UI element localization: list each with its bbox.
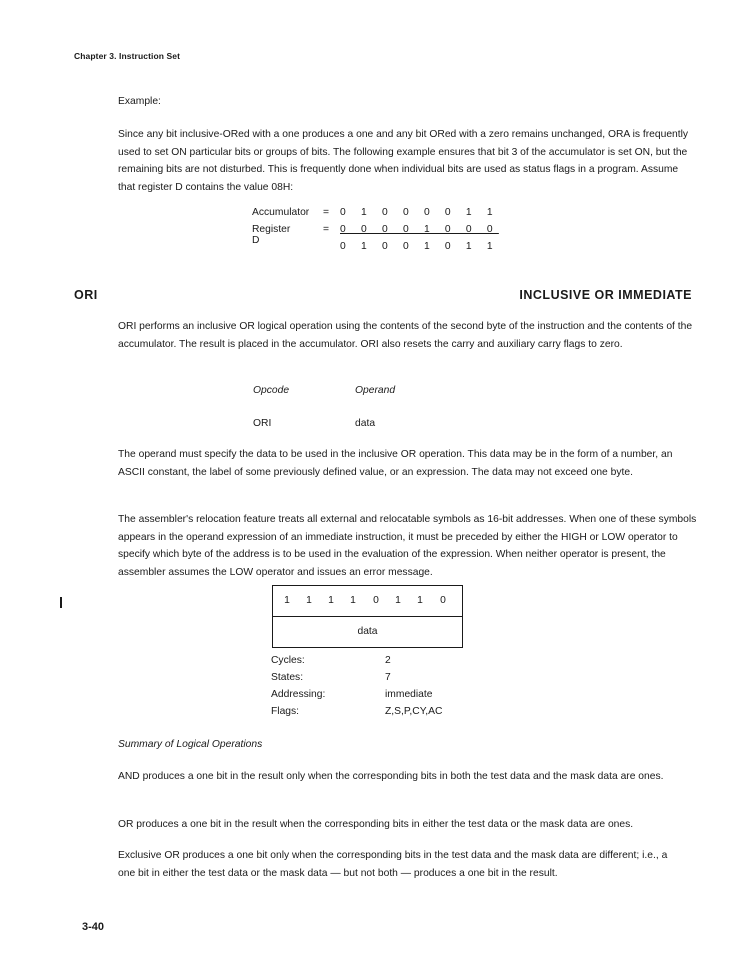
instruction-title-heading: INCLUSIVE OR IMMEDIATE [519,288,692,302]
calc-label: Register D [252,224,291,246]
calc-bits: 0 1 0 0 0 0 1 1 [340,207,499,218]
revision-change-bar [60,597,62,608]
instruction-details [271,655,491,723]
example-paragraph: Since any bit inclusive-ORed with a one produces a one and any bit ORed with a zero remains unchanged, ORA is frequently used to set ON particular bits or groups of bits. The following example ensures that bit 3 of the accumulator is set ON, but the remaining bits are not disturbed. This is frequently done when individual bits are used as status flags in a program. Assume that register D contains the value 08H: [118,129,689,193]
operand-column-header: Operand [355,385,396,396]
opcode-column-header: Opcode [253,385,290,396]
calc-equals: = [323,224,330,235]
detail-row [271,672,491,689]
summary-xor-paragraph: Exclusive OR produces a one bit only when the corresponding bits in the test data and the mask data are different; i.e., a one bit in either the test data or the mask data — but not both — produces a one bit in the result. [118,850,668,879]
opcode-bit: 1 [328,595,334,606]
detail-value: 2 [385,655,391,666]
opcode-bit: 1 [395,595,401,606]
instruction-encoding-box [272,585,463,648]
detail-label: Cycles: [271,655,305,666]
instruction-mnemonic-heading: ORI [74,288,98,302]
detail-row [271,689,491,706]
detail-value: 7 [385,672,391,683]
ori-description: ORI performs an inclusive OR logical operation using the contents of the second byte of the instruction and the contents of the accumulator. The result is placed in the accumulator. ORI also resets the carry and auxiliary carry flags to zero. [118,321,693,350]
page-number: 3-40 [82,921,105,933]
detail-row [271,706,491,723]
example-label: Example: [118,96,161,107]
detail-value: Z,S,P,CY,AC [385,706,443,717]
opcode-bit: 0 [440,595,446,606]
summary-heading: Summary of Logical Operations [118,739,263,750]
detail-row [271,655,491,672]
opcode-byte-row [273,586,462,617]
detail-value: immediate [385,689,433,700]
detail-label: Flags: [271,706,300,717]
opcode-bit: 1 [350,595,356,606]
detail-label: States: [271,672,304,683]
calc-equals: = [323,207,330,218]
detail-label: Addressing: [271,689,326,700]
opcode-bit: 1 [306,595,312,606]
calc-bits: 0 1 0 0 1 0 1 1 [340,241,499,252]
relocation-paragraph: The assembler's relocation feature treats all external and relocatable symbols as 16-bit addresses. When one of these symbols appears in the operand expression of an immediate instruction, it must be preceded by either the HIGH or LOW operator to specify which byte of the address is to be used in the evaluation of the expression. When neither operator is present, the assembler assumes the LOW operator and issues an error message. [118,514,697,578]
operand-paragraph: The operand must specify the data to be used in the inclusive OR operation. This data may be in the form of a number, an ASCII constant, the label of some previously defined value, or an expression. The data may not exceed one byte. [118,449,673,478]
opcode-bit: 1 [417,595,423,606]
opcode-bit: 0 [373,595,379,606]
running-header: Chapter 3. Instruction Set [74,51,181,61]
opcode-bit: 1 [284,595,290,606]
data-byte-label: data [357,626,378,637]
calc-label: Accumulator [252,207,310,218]
data-byte-row [273,617,462,648]
operand-value: data [355,418,376,429]
calc-bits: 0 0 0 0 1 0 0 0 [340,224,499,235]
summary-and-paragraph: AND produces a one bit in the result only when the corresponding bits in both the test data and the mask data are ones. [118,771,664,782]
opcode-value: ORI [253,418,272,429]
summary-or-paragraph: OR produces a one bit in the result when the corresponding bits in either the test data or the mask data are ones. [118,819,634,830]
